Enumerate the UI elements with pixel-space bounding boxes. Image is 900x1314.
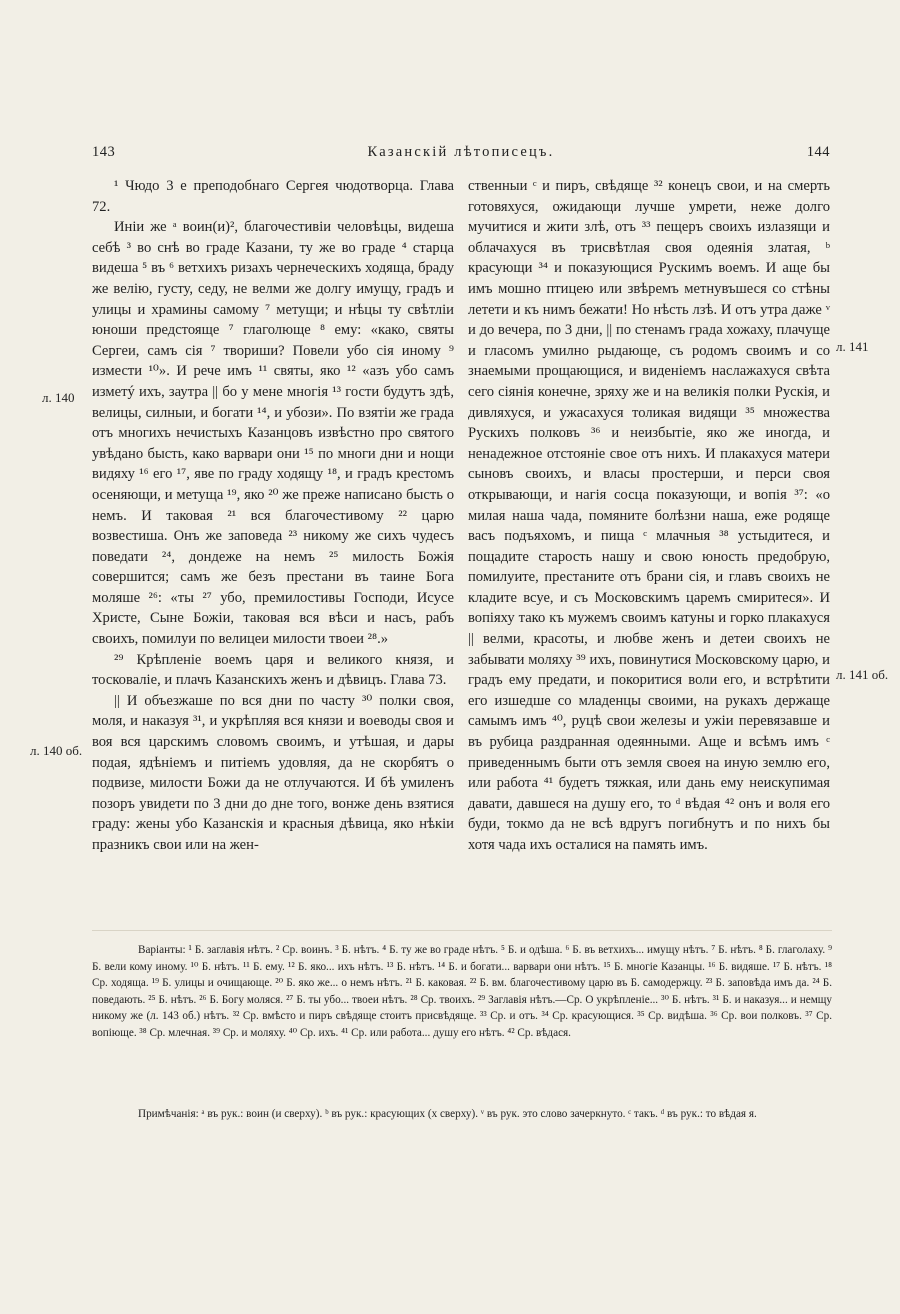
variants-text: Варіанты: ¹ Б. заглавія нѣтъ. ² Ср. воинъ. ³ Б. нѣтъ. ⁴ Б. ту же во граде нѣтъ. ⁵ Б. и одѣша. ⁶ Б. въ ветхихъ... имущу нѣтъ. ⁷ Б. нѣтъ. ⁸ Б. глаголаху. ⁹ Б. вели кому иному. ¹⁰ Б. нѣтъ. ¹¹ Б. ему. ¹² Б. яко... ихъ нѣтъ. ¹³ Б. нѣтъ. ¹⁴ Б. и богати... варвари они нѣтъ. ¹⁵ Б. многіе Казанцы. ¹⁶ Б. видяше. ¹⁷ Б. нѣтъ. ¹⁸ Ср. ходяща. ¹⁹ Б. улицы и очищающе. ²⁰ Б. яко же... о немъ нѣтъ. ²¹ Б. каковая. ²² Б. вм. благочестивому царю въ Б. самодержцу. ²³ Б. заповѣда имъ да. ²⁴ Б. поведають. ²⁵ Б. нѣтъ. ²⁶ Б. Богу моляся. ²⁷ Б. ты убо... твоеи нѣтъ. ²⁸ Ср. твоихъ. ²⁹ Заглавія нѣтъ.—Ср. О укрѣпленіе... ³⁰ Б. нѣтъ. ³¹ Б. и наказуя... и немщу никому же (л. 143 об.) нѣтъ. ³² Ср. вмѣсто и пиръ свѣдяще стоитъ присвѣдяще. ³³ Ср. и отъ. ³⁴ Ср. красующися. ³⁵ Ср. видѣша. ³⁶ Ср. вои полковъ. ³⁷ Ср. вопіюще. ³⁸ Ср. млечная. ³⁹ Ср. и моляху. ⁴⁰ Ср. ихъ. ⁴¹ Ср. или работа... душу его нѣтъ. ⁴² Ср. вѣдася. [92,944,832,1039]
chapter-73-title: ²⁹ Крѣпленіе воемъ царя и великого князя, и тосковаліе, и плачъ Казанскихъ женъ и дѣвицъ. Глава 73. [92,651,454,689]
margin-folio-140: л. 140 [42,390,75,405]
margin-folio-140-ob: л. 140 об. [30,743,83,758]
page-number-right: 144 [806,144,830,160]
margin-folio-141: л. 141 [836,339,869,354]
right-column [468,176,830,856]
remarks-notes [92,1106,832,1123]
running-title: Казанскій лѣтописецъ. [367,144,555,160]
remarks-text: Примѣчанія: ᵃ въ рук.: воин (и сверху). ᵇ въ рук.: красующих (х сверху). ᵛ въ рук. это слово зачеркнуто. ᶜ такъ. ᵈ въ рук.: то вѣдая я. [138,1108,757,1120]
paragraph: Иніи же ᵃ воин(и)², благочестивіи человѣцы, видеша себѣ ³ во снѣ во граде Казани, ту же во граде ⁴ старца видеша ⁵ въ ⁶ ветхихъ ризахъ чернеческихъ ходяща, браду же велію, густу, седу, не велми же долгу имущу, градъ и улицы и храмины самому ⁷ метущи; и нѣцы ту свѣтліи юноши предстояще ⁷ глаголюще ⁸ ему: «како, святы Сергеи, самъ сія ⁷ твориши? Повели убо сія иному ⁹ измести ¹⁰». И рече имъ ¹¹ святы, яко ¹² «азъ убо самъ изметý ихъ, заутра || бо у мене многія ¹³ гости будутъ здѣ, велицы, силныи, и богати ¹⁴, и убози». По взятіи же града отъ многихъ нечистыхъ Казанцовъ извѣстно про святого увѣдано бысть, како варвари они ¹⁵ по многи дни и нощи видяху ¹⁶ его ¹⁷, яве по граду ходящу ¹⁸, и градъ крестомъ осеняющи, и метуща ¹⁹, яко ²⁰ же преже написано бысть о немъ. И таковая ²¹ вся благочестивому ²² царю возвестиша. Онъ же заповеда ²³ никому же сихъ чудесъ поведати ²⁴, дондеже на немъ ²⁵ милость Божія совершится; самъ же безъ престани въ таине Бога моляше ²⁶: «ты ²⁷ убо, премилостивы Господи, Исусе Христе, Сыне Божіи, таковая вся вѣси и насъ, рабъ своихъ, помилуи по велицеи милости твоеи ²⁸.» [92,219,454,648]
left-column [92,176,454,856]
chapter-72-title: ¹ Чюдо 3 е преподобнаго Сергея чюдотворца. Глава 72. [92,178,454,215]
paragraph: || И объезжаше по вся дни по часту ³⁰ полки своя, моля, и наказуя ³¹, и укрѣпляя вся князи и воеводы своя и воя вся царскимъ словомъ своимъ, и утѣшая, и дары подая, ядѣніемъ и питіемъ удовляя, да не скорбятъ о подвизе, милости Божи да не отлучаются. И бѣ умиленъ позоръ увидети по 3 дни до дне того, вонже день взятися граду: жены убо Казанскія и красныя дѣвица, яко нѣкіи празникъ свои или на жен- [92,692,454,853]
margin-folio-141-ob: л. 141 об. [836,667,889,682]
page-number-left: 143 [92,144,116,160]
notes-divider [92,930,832,931]
variants-notes [92,942,832,1041]
paragraph: ственныи ᶜ и пиръ, свѣдяще ³² конецъ свои, и на смерть готовяхуся, ожидающи лучше умрети, неже долго мучитися и жити злѣ, отъ ³³ пещеръ своихъ излазящи и облачахуся въ трисвѣтлая своя одеянія златая, ᵇ красующи ³⁴ и показующися Рускимъ воемъ. И аще бы имъ мошно птицею или звѣремъ метнувъшеся со стѣны летети и къ нимъ бежати! Но нѣсть лзѣ. И отъ утра даже ᵛ и до вечера, по 3 дни, || по стенамъ града хожаху, плачуще и гласомъ умилно рыдающе, съ родомъ своимъ и со знаемыми прощающися, и виденіемъ наслажахуся свѣта сего сіянія конечне, зряху же и на великія полки Рускія, и дивляхуся, и ужасахуся толикая видящи ³⁵ множества Рускихъ полковъ ³⁶ и неизбытіе, яко же иногда, и ненадежное отстояніе свое отъ нихъ. И плакахуся матери сыновъ своихъ, и власы простерши, и перси своя открывающи, и нагія сосца показующи, и вопія ³⁷: «о милая наша чада, помяните болѣзни наша, еже родяще васъ подъяхомъ, и пища ᶜ млачныя ³⁸ устыдитеся, и пощадите старость нашу и свою юность предобрую, помилуите, престаните отъ брани сія, и главъ своихъ не кладите всуе, и съ Московскимъ царемъ смиритеся». И вопіяху тако къ мужемъ своимъ катуны и горко плакахуся || велми, красоты, и любве женъ и детеи своихъ не забывати моляху ³⁹ ихъ, повинутися Московскому царю, и градъ ему предати, и покоритися воли его, и встрѣтити его изшедше со младенцы своими, на рукахъ держаще самымъ имъ ⁴⁰, руцѣ свои железы и ужіи перевязавше и въ рубица раздранная одеянными. Аще и всѣмъ имъ ᶜ приведеннымъ быти отъ земля своея на иную землю его, или работа ⁴¹ будетъ тяжкая, или дань ему неискупимая давати, давшеся на душу его, то ᵈ вѣдая ⁴² онъ и воля его буди, токмо да не всѣ вдругъ погибнутъ и по нихъ бы хотя чада ихъ осталися на память имъ. [468,178,830,853]
running-header [92,144,830,166]
